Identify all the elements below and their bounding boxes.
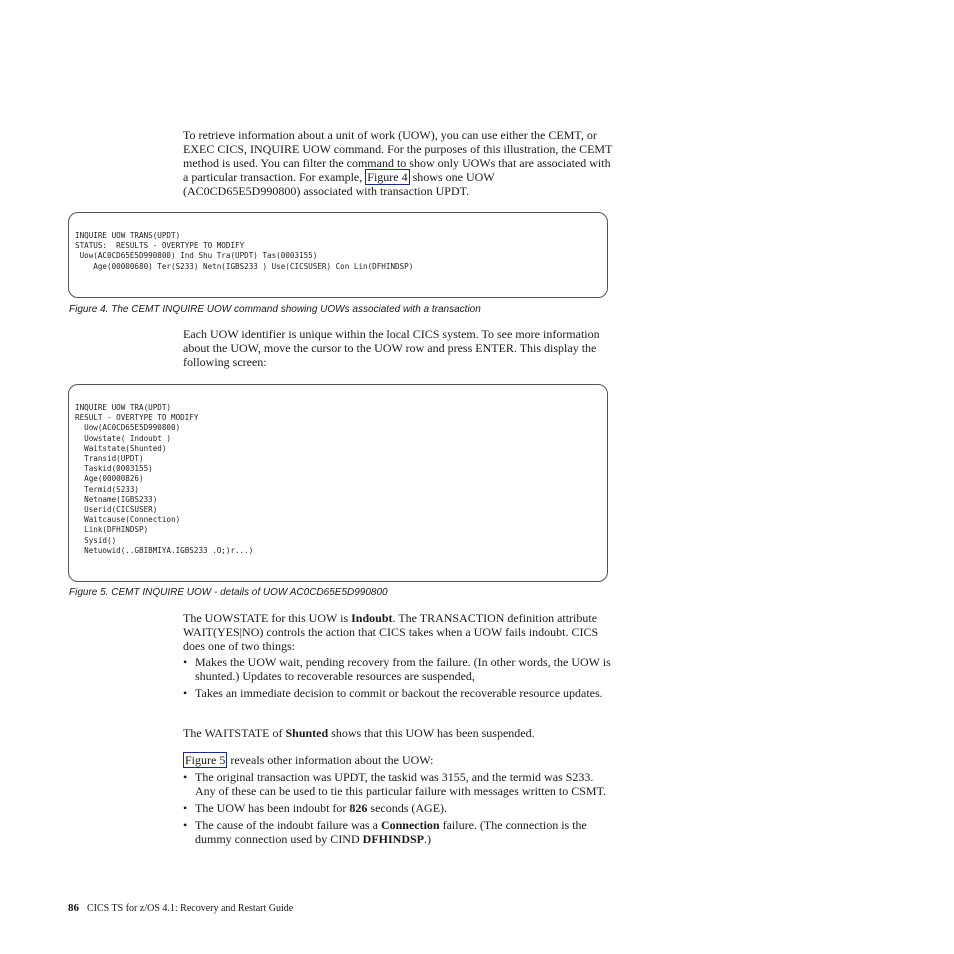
figure-4-screen [68, 212, 608, 298]
bullet-icon: • [183, 801, 188, 815]
uowstate-paragraph [183, 611, 613, 653]
intro-text: To retrieve information about a unit of work (UOW), you can use either the CEMT, or EXEC CICS, INQUIRE UOW command. For the purposes of this illustration, the CEMT method is used. You can filter the command to show only UOWs that are associated with a particular transaction. For example, [183, 128, 613, 184]
list-item: • The original transaction was UPDT, the taskid was 3155, and the termid was S233. Any of these can be used to tie this particular failure with messages written to CSMT. [183, 770, 607, 798]
screen-line: INQUIRE UOW TRANS(UPDT) [75, 231, 181, 240]
screen-line: Age(00000826) [75, 474, 144, 484]
uow-detail-paragraph: Each UOW identifier is unique within the local CICS system. To see more information about the UOW, move the cursor to the UOW row and press ENTER. This display the following screen: [183, 327, 600, 369]
wait-options-list [183, 655, 613, 703]
screen-line: Termid(S233) [75, 484, 140, 494]
list-item: • The cause of the indoubt failure was a Connection failure. (The connection is the dummy connection used by CIND DFHINDSP.) [183, 818, 587, 846]
screen-line: Netuowid(..GBIBMIYA.IGBS233 .O;)r...) [75, 545, 254, 555]
screen-line: STATUS: RESULTS - OVERTYPE TO MODIFY [75, 241, 245, 251]
figure-5-caption: Figure 5. CEMT INQUIRE UOW - details of UOW AC0CD65E5D990800 [69, 587, 388, 598]
bullet-icon: • [183, 770, 188, 784]
screen-line: Netname(IGBS233) [75, 494, 158, 504]
bullet-icon: • [183, 818, 188, 832]
screen-line: Taskid(0003155) [75, 464, 153, 474]
indoubt-term: Indoubt [351, 611, 393, 625]
intro-paragraph [183, 128, 613, 198]
waitstate-text-end: shows that this UOW has been suspended. [328, 726, 535, 740]
other-info-paragraph [183, 753, 613, 767]
list-item: • Makes the UOW wait, pending recovery from the failure. (In other words, the UOW is shunted.) Updates to recoverable resources are suspended, [183, 655, 611, 683]
intro-text-end: shows one UOW (AC0CD65E5D990800) associated with transaction UPDT. [183, 170, 495, 198]
list-item: • Takes an immediate decision to commit or backout the recoverable resource updates. [183, 686, 603, 700]
screen-line: Link(DFHINDSP) [75, 525, 149, 535]
waitstate-paragraph [183, 726, 613, 740]
screen-line: Uow(AC0CD65E5D990800) [75, 423, 181, 433]
age-value: 826 [349, 801, 368, 815]
other-info-text: reveals other information about the UOW: [227, 753, 434, 767]
bullet-icon: • [183, 655, 188, 669]
dfhindsp-term: DFHINDSP [362, 832, 424, 846]
screen-line: Uow(AC0CD65E5D990800) Ind Shu Tra(UPDT) Tas(0003155) [75, 251, 318, 261]
screen-line: Uowstate( Indoubt ) [75, 433, 172, 443]
shunted-term: Shunted [285, 726, 329, 740]
figure-5-link[interactable]: Figure 5 [185, 753, 226, 767]
screen-line: Userid(CICSUSER) [75, 505, 158, 515]
screen-line: Waitstate(Shunted) [75, 443, 167, 453]
figure-5-screen-text [75, 403, 607, 556]
list-item: • The UOW has been indoubt for 826 seconds (AGE). [183, 801, 448, 815]
figure-5-screen [68, 384, 608, 582]
bullet-icon: • [183, 686, 188, 700]
book-title: CICS TS for z/OS 4.1: Recovery and Restart Guide [87, 903, 294, 914]
screen-line: Waitcause(Connection) [75, 515, 181, 525]
figure-4-screen-text [75, 231, 607, 272]
figure-4-caption: Figure 4. The CEMT INQUIRE UOW command showing UOWs associated with a transaction [69, 304, 481, 315]
connection-term: Connection [380, 818, 440, 832]
screen-line: Age(00000680) Ter(S233) Netn(IGBS233 ) Use(CICSUSER) Con Lin(DFHINDSP) [75, 261, 414, 271]
uowstate-text: The UOWSTATE for this UOW is [183, 611, 352, 625]
uowstate-text-end: . The TRANSACTION definition attribute WAIT(YES|NO) controls the action that CICS takes when a UOW fails indoubt. CICS does one of two things: [183, 611, 599, 653]
uow-info-list [183, 770, 613, 849]
figure-4-link[interactable]: Figure 4 [367, 170, 408, 184]
screen-line: RESULT - OVERTYPE TO MODIFY [75, 413, 199, 423]
screen-line: Sysid() [75, 535, 117, 545]
page-footer [68, 902, 293, 914]
screen-line: INQUIRE UOW TRA(UPDT) [75, 403, 172, 412]
waitstate-text: The WAITSTATE of [183, 726, 286, 740]
page-number: 86 [68, 902, 79, 914]
screen-line: Transid(UPDT) [75, 454, 144, 464]
